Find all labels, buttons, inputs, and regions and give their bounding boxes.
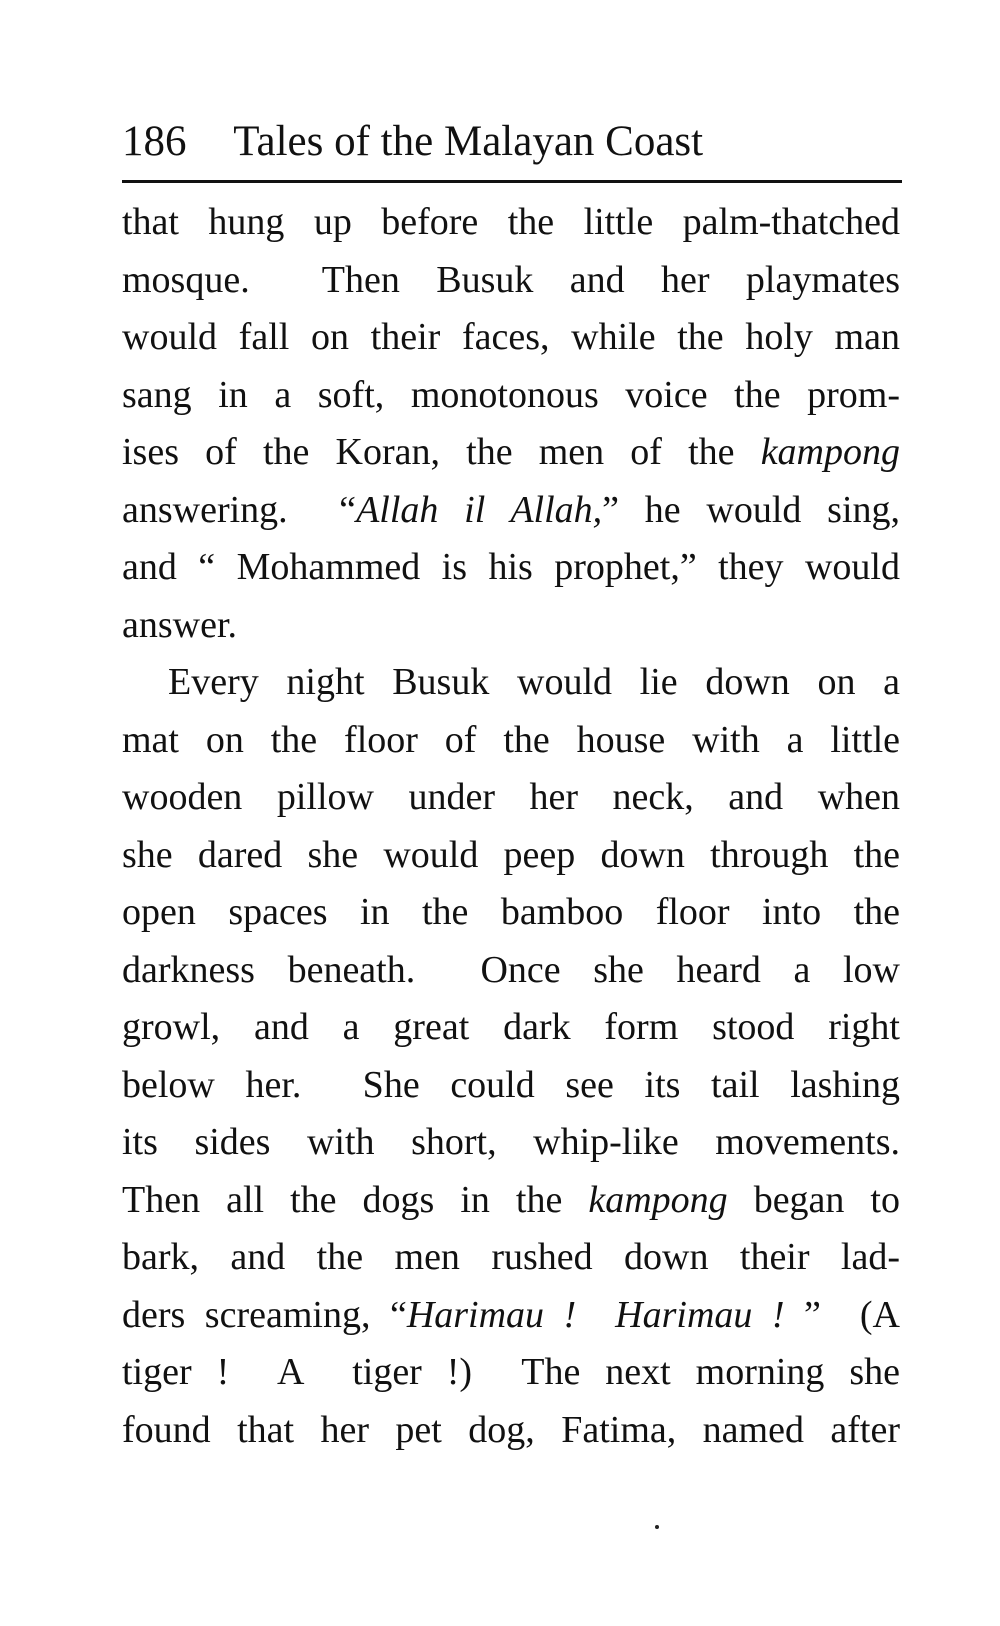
italic-word: kampong (588, 1179, 728, 1221)
text-line: answering. “Allah il Allah,” he would sing, (122, 489, 900, 531)
page-number: 186 (122, 118, 187, 165)
text-line: mat on the floor of the house with a little (122, 719, 900, 761)
header-rule (122, 180, 902, 183)
text-line: that hung up before the little palm-thatched (122, 201, 900, 243)
text-line: darkness beneath. Once she heard a low (122, 949, 900, 991)
text-line: found that her pet dog, Fatima, named after (122, 1409, 900, 1451)
page-header (122, 112, 902, 172)
text-line: and “ Mohammed is his prophet,” they would (122, 546, 900, 588)
text-line: growl, and a great dark form stood right (122, 1006, 900, 1048)
printer-mark (655, 1525, 659, 1529)
italic-phrase: Harimau ! Harimau ! (406, 1294, 785, 1336)
text-line: answer. (122, 604, 238, 646)
italic-word: kampong (760, 431, 900, 473)
text-line: Then all the dogs in the kampong began to (122, 1179, 900, 1221)
text-line: she dared she would peep down through the (122, 834, 900, 876)
text-line: ises of the Koran, the men of the kampong (122, 431, 900, 473)
text-line: open spaces in the bamboo floor into the (122, 891, 900, 933)
text-line: sang in a soft, monotonous voice the prom- (122, 374, 900, 416)
text-line: mosque. Then Busuk and her playmates (122, 259, 900, 301)
text-line: its sides with short, whip-like movements. (122, 1121, 900, 1163)
text-line: below her. She could see its tail lashing (122, 1064, 900, 1106)
text-line: bark, and the men rushed down their lad- (122, 1236, 900, 1278)
italic-phrase: Allah il Allah, (356, 489, 603, 531)
text-line: wooden pillow under her neck, and when (122, 776, 900, 818)
text-line: Every night Busuk would lie down on a (168, 661, 900, 703)
text-line: would fall on their faces, while the holy man (122, 316, 900, 358)
running-title: Tales of the Malayan Coast (233, 118, 704, 165)
text-line: tiger ! A tiger !) The next morning she (122, 1351, 900, 1393)
text-line: ders screaming, “Harimau ! Harimau ! ” (A (122, 1294, 900, 1336)
